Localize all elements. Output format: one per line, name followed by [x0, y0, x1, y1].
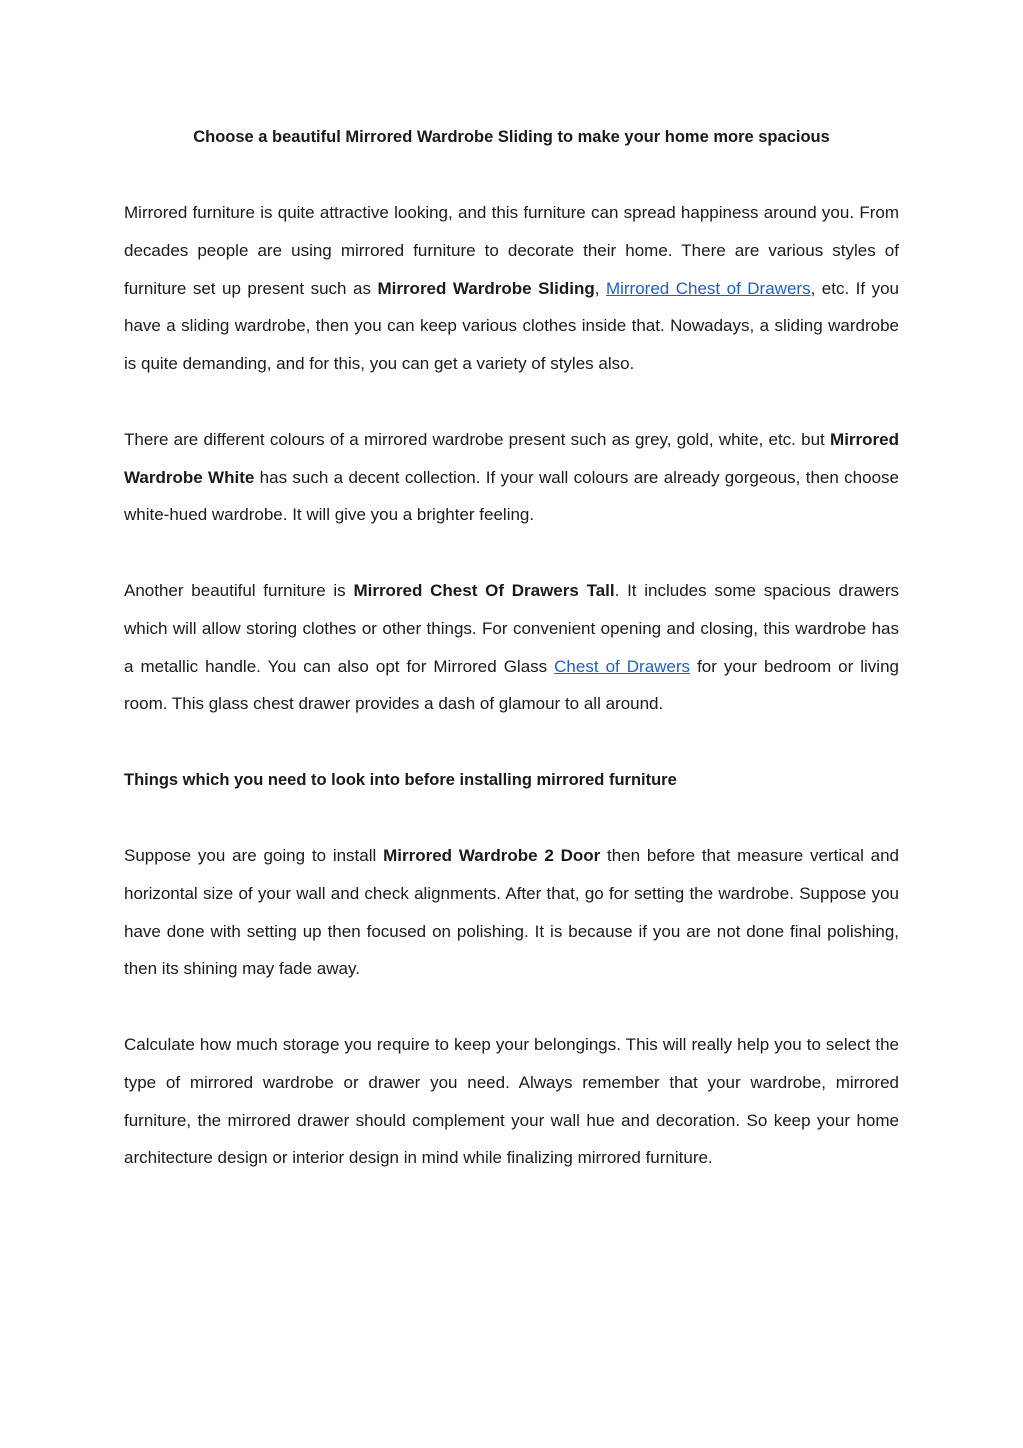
paragraph-storage — [124, 1026, 899, 1177]
document-page — [124, 118, 899, 1215]
document-title: Choose a beautiful Mirrored Wardrobe Sliding to make your home more spacious — [193, 128, 830, 146]
bold-keyword-mirrored-wardrobe-2-door: Mirrored Wardrobe 2 Door — [383, 845, 601, 865]
bold-keyword-mirrored-wardrobe-sliding: Mirrored Wardrobe Sliding — [377, 278, 595, 298]
paragraph-text: , — [594, 278, 606, 298]
bold-keyword-mirrored-wardrobe-white: Mirrored Wardrobe White — [124, 429, 899, 487]
paragraph-text: has such a decent collection. If your wall colours are already gorgeous, then choose white-hued wardrobe. It will give you a brighter feeling. — [124, 467, 900, 525]
bold-keyword-mirrored-chest-of-drawers-tall: Mirrored Chest Of Drawers Tall — [353, 580, 615, 600]
paragraph-text: Calculate how much storage you require to keep your belongings. This will really help you to select the type of mirrored wardrobe or drawer you need. Always remember that your wardrobe, mirrored furniture, the mirrored drawer should complement your wall hue and decoration. So keep your home architecture design or interior design in mind while finalizing mirrored furniture. — [124, 1034, 899, 1168]
paragraph-text: for your bedroom or living room. This glass chest drawer provides a dash of glamour to all around. — [124, 656, 899, 714]
paragraph-intro — [124, 194, 899, 383]
paragraph-text: Mirrored furniture is quite attractive looking, and this furniture can spread happiness around you. From decades people are using mirrored furniture to decorate their home. There are various styles of furniture set up present such as — [124, 203, 899, 298]
paragraph-text: . It includes some spacious drawers which will allow storing clothes or other things. For convenient opening and closing, this wardrobe has a metallic handle. You can also opt for Mirrored Glass — [124, 580, 899, 676]
paragraph-installation — [124, 837, 899, 988]
paragraph-chest-of-drawers — [124, 572, 899, 723]
link-chest-of-drawers[interactable]: Chest of Drawers — [554, 656, 691, 676]
section-heading: Things which you need to look into before installing mirrored furniture — [124, 770, 677, 789]
paragraph-text: There are different colours of a mirrored wardrobe present such as grey, gold, white, etc. but — [124, 429, 831, 449]
paragraph-text: Another beautiful furniture is — [124, 580, 354, 600]
paragraph-text: then before that measure vertical and horizontal size of your wall and check alignments. After that, go for setting the wardrobe. Suppose you have done with setting up then focused on polishing. It is because if you are not done final polishing, then its shining may fade away. — [124, 845, 899, 979]
paragraph-text: Suppose you are going to install — [124, 845, 384, 865]
link-mirrored-chest-of-drawers[interactable]: Mirrored Chest of Drawers — [605, 278, 811, 298]
paragraph-colours — [124, 421, 899, 534]
paragraph-text: , etc. If you have a sliding wardrobe, then you can keep various clothes inside that. Nowadays, a sliding wardrobe is quite demanding, and for this, you can get a variety of styles also. — [124, 278, 900, 374]
